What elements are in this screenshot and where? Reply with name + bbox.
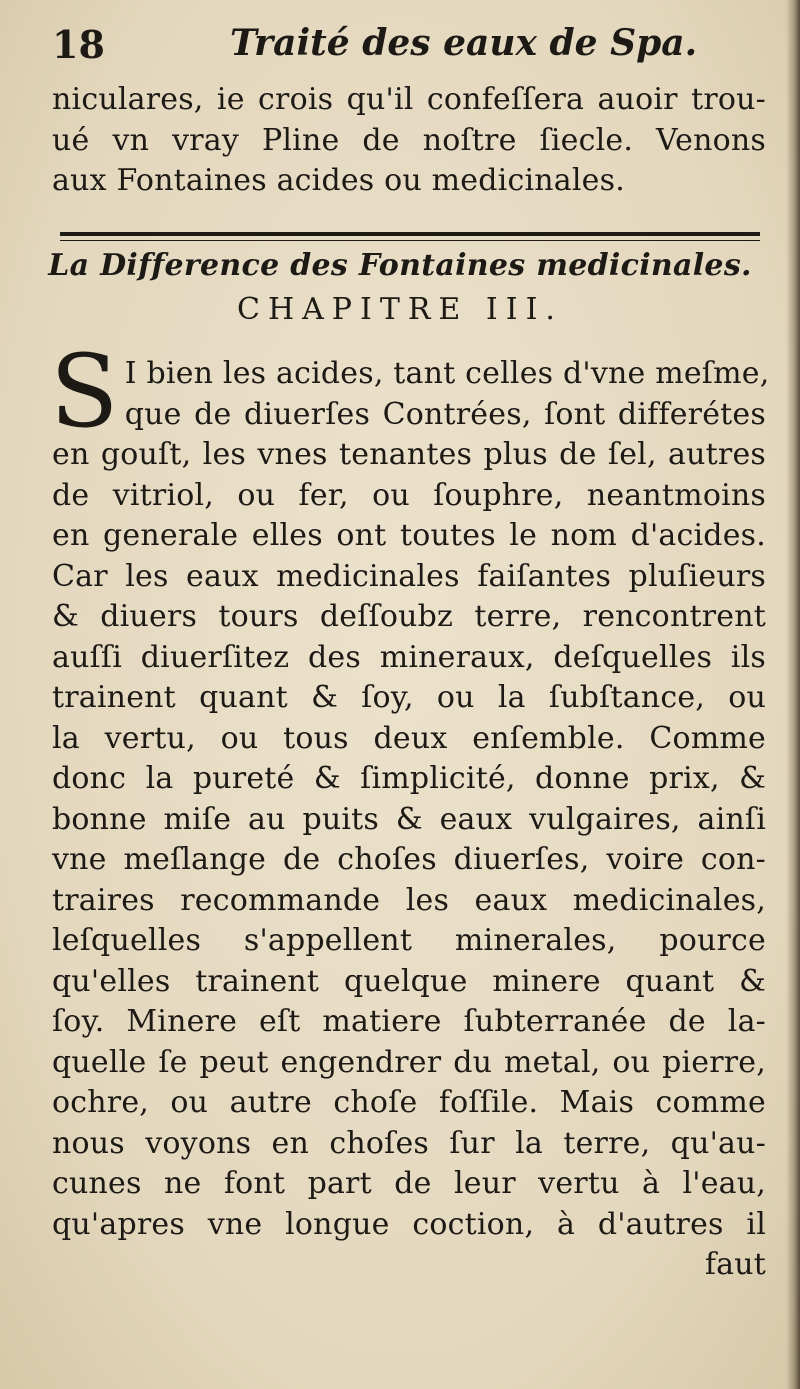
text-line: vne meſlange de choſes diuerſes, voire con-: [52, 842, 766, 877]
text-line: auſſi diuerſitez des mineraux, deſquelles ils: [52, 639, 766, 675]
text-line: en gouſt, les vnes tenantes plus de ſel, autres: [52, 437, 766, 472]
chapter-body: [50, 333, 770, 1286]
text-line: bonne miſe au puits & eaux vulgaires, ainſi: [52, 801, 766, 837]
text-line: trainent quant & ſoy, ou la ſubſtance, ou: [52, 680, 766, 715]
text-line: leſquelles s'appellent minerales, pource: [52, 923, 766, 958]
text-line: traires recommande les eaux medicinales,: [52, 882, 766, 918]
text-line: nous voyons en choſes ſur la terre, qu'au-: [52, 1125, 766, 1161]
section-rule: [60, 232, 760, 236]
chapter-number: CHAPITRE III.: [237, 292, 563, 327]
section-rule-thin: [60, 240, 760, 241]
text-line: ochre, ou autre choſe foſſile. Mais comme: [52, 1085, 766, 1120]
catchword: faut: [704, 1247, 766, 1282]
text-line: cunes ne font part de leur vertu à l'eau,: [52, 1166, 766, 1201]
text-line: la vertu, ou tous deux enſemble. Comme: [52, 720, 766, 756]
text-line: en generale elles ont toutes le nom d'acides.: [52, 518, 766, 553]
text-line: quelle ſe peut engendrer du metal, ou pierre,: [52, 1044, 766, 1080]
text-line: Car les eaux medicinales faiſantes pluſieurs: [52, 558, 766, 594]
page-edge-shadow: [786, 0, 800, 1389]
intro-paragraph: [52, 80, 766, 202]
text-line: & diuers tours deſſoubz terre, rencontrent: [52, 599, 766, 634]
text-line: qu'apres vne longue coction, à d'autres il: [52, 1206, 766, 1242]
running-head: [52, 22, 752, 78]
text-line: aux Fontaines acides ou medicinales.: [52, 163, 625, 198]
text-line: niculares, ie crois qu'il confeſſera auoir trou-: [52, 82, 766, 117]
running-title: Traité des eaux de Spa.: [230, 22, 698, 64]
drop-cap: S: [50, 333, 119, 450]
chapter-title: La Difference des Fontaines medicinales.: [48, 248, 752, 283]
text-line: donc la pureté & ſimplicité, donne prix, &: [52, 761, 766, 796]
text-line: de vitriol, ou fer, ou ſouphre, neantmoins: [52, 477, 766, 513]
text-line: qu'elles trainent quelque minere quant &: [52, 963, 766, 999]
text-line: I bien les acides, tant celles d'vne meſme,: [124, 356, 770, 391]
text-line: que de diuerſes Contrées, ſont differétes: [124, 396, 766, 432]
page-number: 18: [52, 22, 105, 67]
text-line: ſoy. Minere eſt matiere ſubterranée de la-: [52, 1004, 766, 1039]
text-line: ué vn vray Pline de noſtre ſiecle. Venons: [52, 122, 766, 158]
